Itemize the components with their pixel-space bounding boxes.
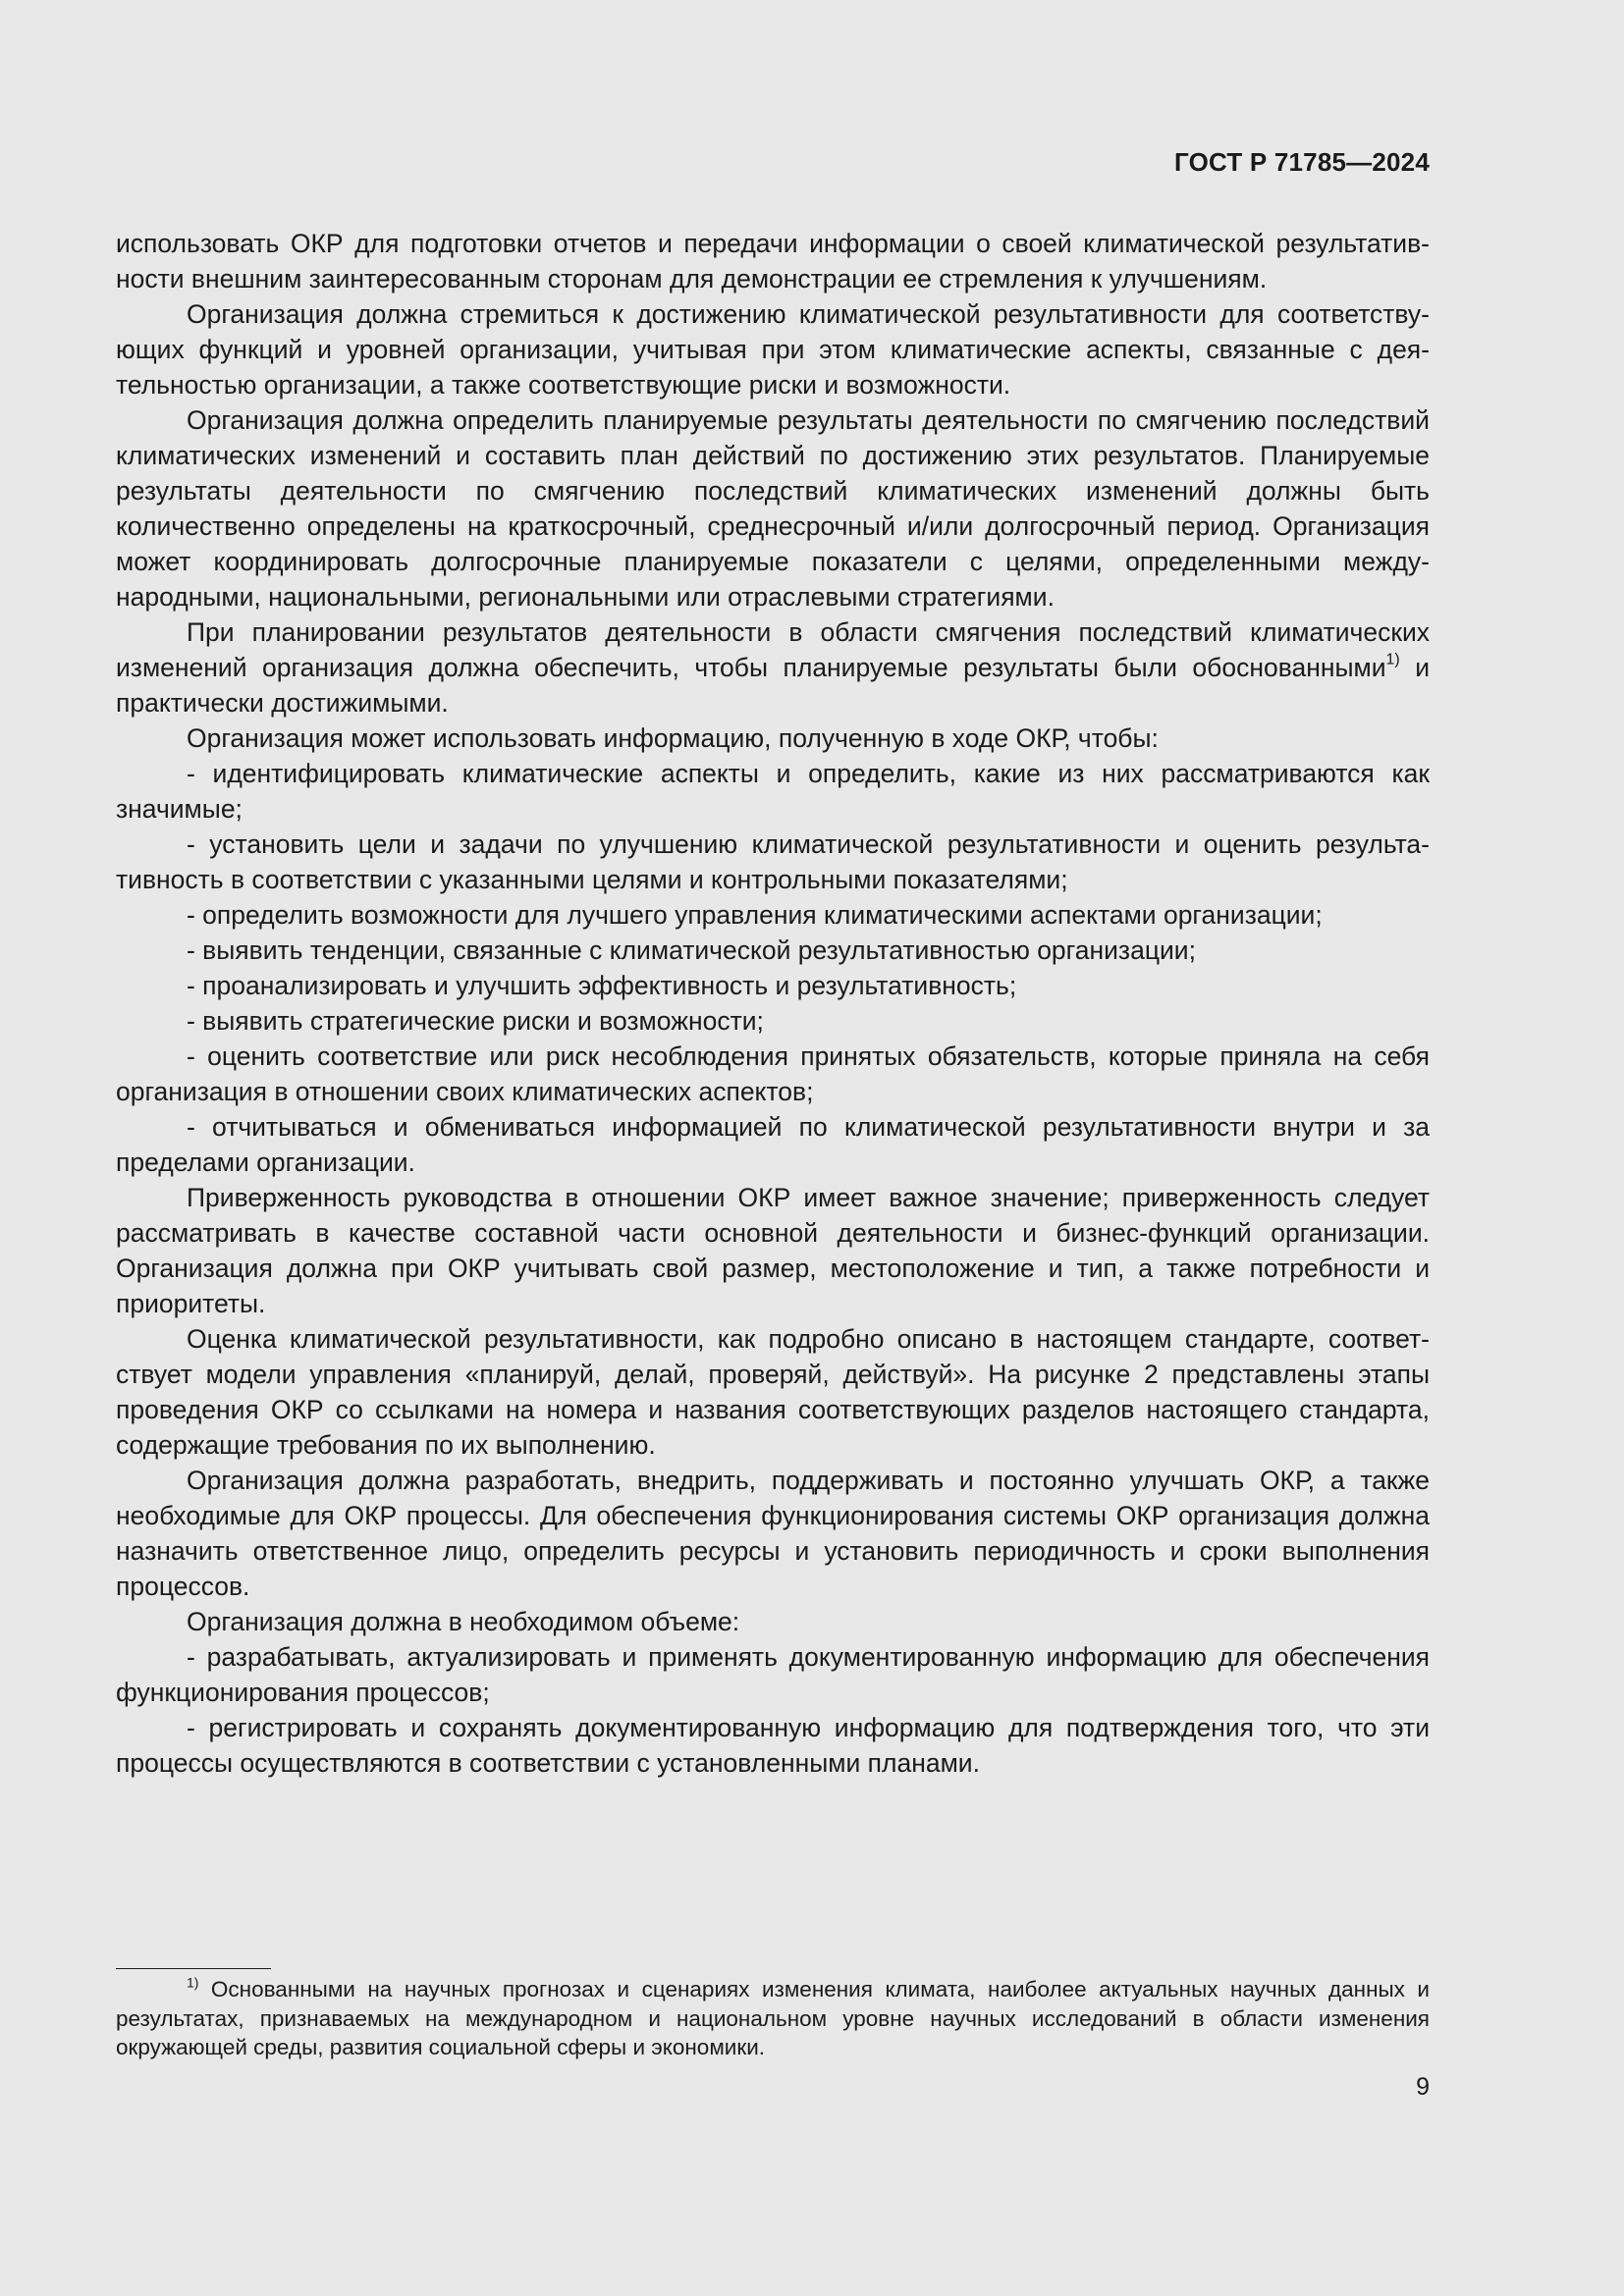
list-item: - определить возможности для лучшего управления климатическими аспектами организации; [187,900,1323,930]
paragraph: Организация может использовать информацию, полученную в ходе ОКР, чтобы: [187,723,1159,753]
list-item: - идентифицировать климатические аспекты и определить, какие из них рассматриваются как значимые; [116,759,1430,824]
paragraph: Приверженность руководства в отношении ОКР имеет важное значение; приверженность следует рассматривать в качестве составной части основной деятельности и бизнес-функций организации. Организация должна при ОКР учитывать свой размер, местоположение и тип, а также потребности и приоритеты. [116,1183,1430,1318]
footnote-reference: 1) [1385,651,1400,668]
list-item: - оценить соответствие или риск несоблюдения принятых обязательств, которые приняла на себя организация в отношении своих климатических аспектов; [116,1041,1430,1106]
paragraph: Организация должна разработать, внедрить, поддерживать и постоянно улучшать ОКР, а также необходимые для ОКР процессы. Для обеспечения функционирования системы ОКР организация должна назначить ответственное лицо, определить ресурсы и установить периодичность и сроки выполнения процессов. [116,1466,1430,1601]
paragraph-text-tail: и практически достижимыми. [116,653,1430,718]
list-item: - проанализировать и улучшить эффективность и результативность; [187,971,1017,1000]
footnote-separator [116,1968,271,1969]
list-item: - регистрировать и сохранять документированную информацию для подтверждения того, что эти процессы осуществляются в соответствии с установленными планами. [116,1713,1430,1778]
paragraph-text: При планировании результатов деятельности в области смягчения последствий климатических изменений организация должна обеспечить, чтобы планируемые результаты были обоснованными [116,617,1430,682]
footnote-marker: 1) [187,1974,199,1991]
list-item: - выявить тенденции, связанные с климатической результативностью организации; [187,935,1196,965]
standard-id-header: ГОСТ Р 71785—2024 [1174,147,1430,177]
list-item: - установить цели и задачи по улучшению климатической результативности и оценить результативность в соответствии с указанными целями и контрольными показателями; [116,829,1430,894]
body-text [116,226,1430,1781]
footnote [116,1975,1430,2062]
paragraph: использовать ОКР для подготовки отчетов и передачи информации о своей климатической результативности внешним заинтересованным сторонам для демонстрации ее стремления к улучшениям. [116,229,1430,294]
list-item: - разрабатывать, актуализировать и применять документированную информацию для обеспечения функционирования процессов; [116,1642,1430,1707]
paragraph-with-footnote-ref [116,614,1430,721]
list-item: - отчитываться и обмениваться информацией по климатической результативности внутри и за пределами организации. [116,1112,1430,1177]
paragraph: Организация должна в необходимом объеме: [187,1607,740,1636]
paragraph: Организация должна стремиться к достижению климатической результативности для соответствующих функций и уровней организации, учитывая при этом климатические аспекты, связанные с деятельностью организации, а также соответствующие риски и возможности. [116,299,1430,400]
footnote-text: Основанными на научных прогнозах и сценариях изменения климата, наиболее актуальных научных данных и результатах, признаваемых на международном и национальном уровне научных исследований в области изменения окружающей среды, развития социальной сферы и экономики. [116,1977,1430,2059]
paragraph: Оценка климатической результативности, как подробно описано в настоящем стандарте, соответствует модели управления «планируй, делай, проверяй, действуй». На рисунке 2 представлены этапы проведения ОКР со ссылками на номера и названия соответствующих разделов настоящего стандарта, содержащие требования по их выполнению. [116,1324,1430,1460]
page-number: 9 [1416,2073,1430,2101]
paragraph: Организация должна определить планируемые результаты деятельности по смягчению последствий климатических изменений и составить план действий по достижению этих результатов. Планируемые результаты деятельности по смягчению последствий климатических изменений должны быть количественно определены на краткосрочный, среднесрочный и/или долгосрочный период. Организация может координировать долгосрочные планируемые показатели с целями, определенными международными, национальными, региональными или отраслевыми стратегиями. [116,405,1430,612]
list-item: - выявить стратегические риски и возможности; [187,1006,764,1036]
